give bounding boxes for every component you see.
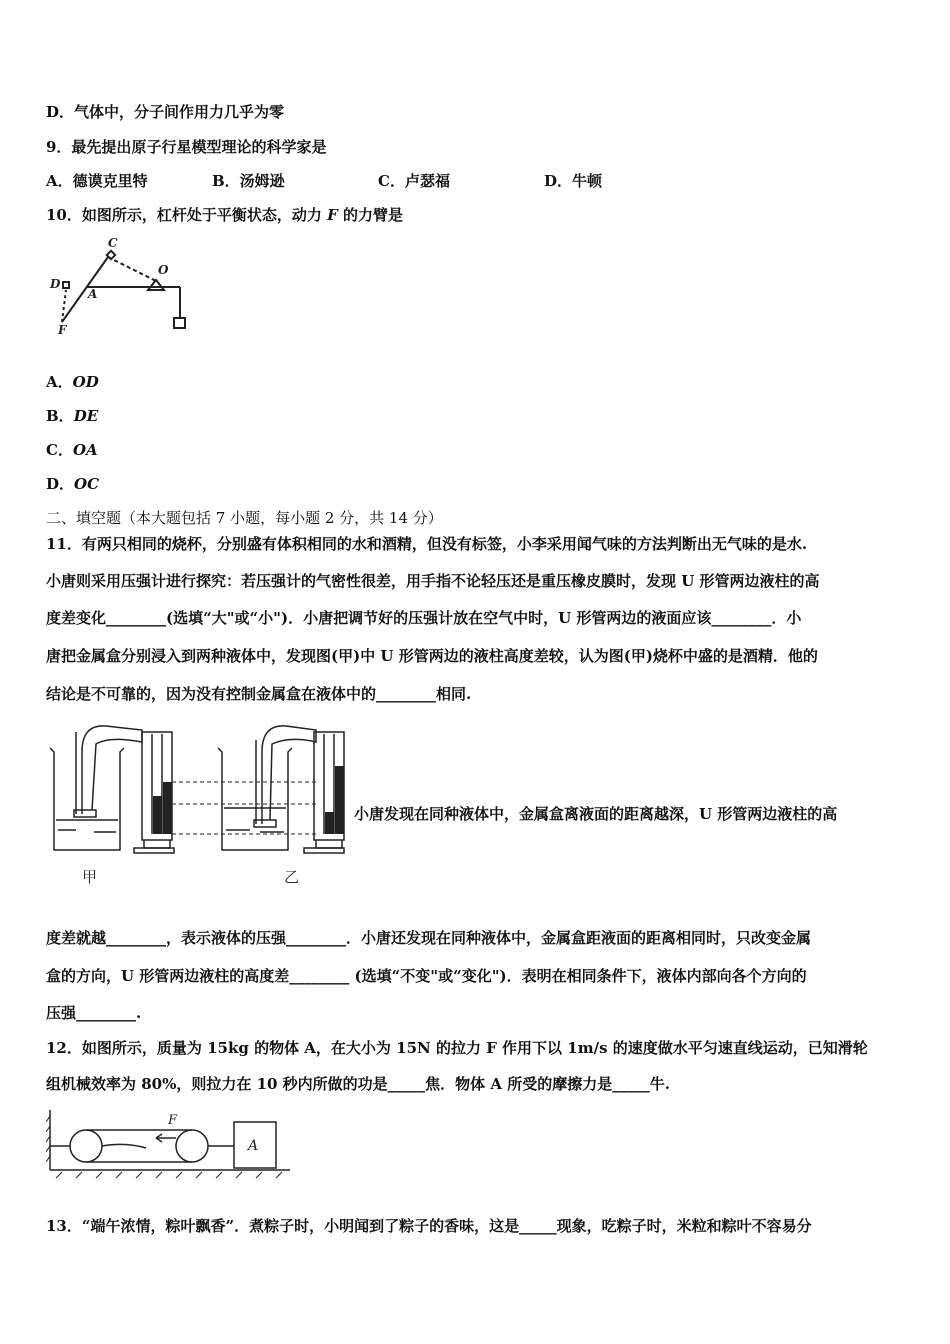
q10-option-d-prefix: D．: [46, 475, 75, 493]
q10-option-b-prefix: B．: [46, 407, 74, 425]
q11-after-line-3: 压强________.: [46, 1004, 142, 1022]
q11-line-1: 11．有两只相同的烧杯，分别盛有体积相同的水和酒精，但没有标签，小李采用闻气味的方法判断出无气味的是水.: [46, 535, 808, 553]
lever-figure: [48, 236, 198, 336]
q10-option-b: [46, 406, 98, 426]
q11-line-5: 结论是不可靠的，因为没有控制金属盒在液体中的________相同.: [46, 685, 472, 703]
q10-option-b-value: DE: [73, 407, 99, 425]
q10-option-a: [46, 372, 99, 392]
q10-option-a-value: OD: [72, 373, 99, 391]
pulley-label-a: A: [248, 1138, 259, 1154]
q10-stem-var: F: [327, 206, 338, 224]
pulley-figure: [46, 1108, 292, 1180]
q9-options: [46, 171, 602, 191]
q9-option-d: D．牛顿: [544, 172, 603, 190]
q10-option-c-prefix: C．: [46, 441, 73, 459]
q9-option-a: A．德谟克里特: [46, 172, 148, 190]
q10-stem-pre: 10．如图所示，杠杆处于平衡状态，动力: [46, 206, 328, 224]
pulley-label-f: F: [168, 1113, 178, 1128]
q10-option-d: [46, 474, 99, 494]
lever-label-d: D: [50, 277, 61, 291]
q9-option-b: B．汤姆逊: [212, 172, 285, 190]
q11-line-2: 小唐则采用压强计进行探究：若压强计的气密性很差，用手指不论轻压还是重压橡皮膜时，发现 U 形管两边液柱的高: [46, 572, 820, 590]
q10-stem: [46, 205, 403, 225]
q9-option-c: C．卢瑟福: [378, 172, 450, 190]
figure-label-yi: 乙: [284, 868, 300, 886]
lever-label-o: O: [158, 263, 169, 277]
q13-line-1: 13．“端午浓情，粽叶飘香”．煮粽子时，小明闻到了粽子的香味，这是_____现象，吃粽子时，米粒和粽叶不容易分: [46, 1217, 812, 1235]
q11-line-3: 度差变化________(选填“大"或“小")．小唐把调节好的压强计放在空气中时，U 形管两边的液面应该________．小: [46, 609, 802, 627]
q11-figure-caption: 小唐发现在同种液体中，金属盒离液面的距离越深，U 形管两边液柱的高: [354, 805, 838, 823]
q10-stem-post: 的力臂是: [337, 206, 403, 224]
q9-stem: 9．最先提出原子行星模型理论的科学家是: [46, 138, 327, 156]
q12-line-1: 12．如图所示，质量为 15kg 的物体 A，在大小为 15N 的拉力 F 作用下以 1m/s 的速度做水平匀速直线运动，已知滑轮: [46, 1039, 868, 1057]
q8-option-d: D．气体中，分子间作用力几乎为零: [46, 103, 285, 121]
q11-after-line-1: 度差就越________，表示液体的压强________．小唐还发现在同种液体中，金属盒距液面的距离相同时，只改变金属: [46, 929, 812, 947]
lever-label-a: A: [88, 287, 98, 301]
lever-label-c: C: [108, 236, 118, 250]
q12-line-2: 组机械效率为 80%，则拉力在 10 秒内所做的功是_____焦．物体 A 所受的摩擦力是_____牛.: [46, 1075, 670, 1093]
section-title: 二、填空题（本大题包括 7 小题，每小题 2 分，共 14 分）: [46, 509, 443, 527]
q10-option-a-prefix: A．: [46, 373, 73, 391]
q11-line-4: 唐把金属盒分别浸入到两种液体中，发现图(甲)中 U 形管两边的液柱高度差较，认为图(甲)烧杯中盛的是酒精．他的: [46, 647, 818, 665]
q10-option-d-value: OC: [74, 475, 100, 493]
figure-label-jia: 甲: [82, 868, 98, 886]
pressure-gauge-figure: [46, 722, 346, 857]
q10-option-c-value: OA: [72, 441, 98, 459]
q10-option-c: [46, 440, 98, 460]
q11-after-line-2: 盒的方向，U 形管两边液柱的高度差________ (选填“不变"或“变化")．表明在相同条件下，液体内部向各个方向的: [46, 967, 807, 985]
lever-label-f: F: [58, 323, 67, 336]
